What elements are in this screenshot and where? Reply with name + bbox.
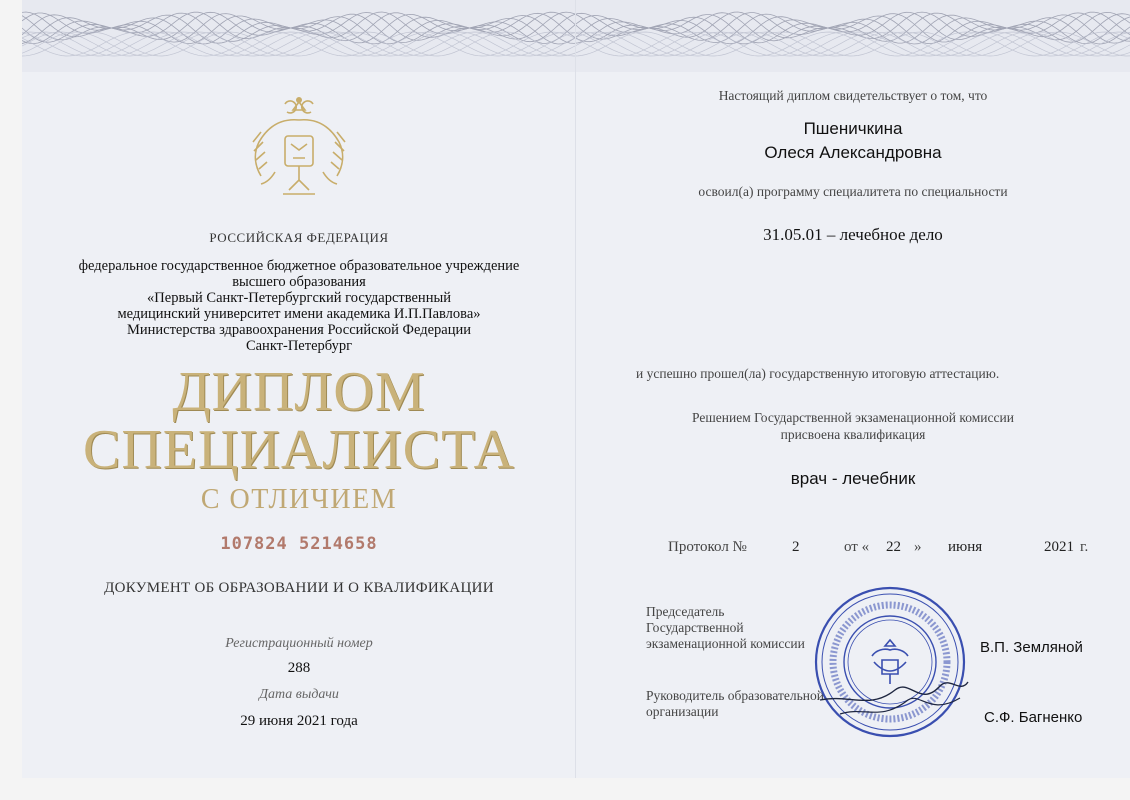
head-name: С.Ф. Багненко (984, 709, 1083, 726)
institution-name (42, 258, 556, 354)
protocol-year-suffix: г. (1080, 539, 1089, 555)
chair-title-line: экзаменационной комиссии (646, 636, 805, 651)
chair-title-line: Председатель (646, 604, 725, 619)
institution-line: «Первый Санкт-Петербургский государственный (147, 290, 451, 306)
document-type: ДОКУМЕНТ ОБ ОБРАЗОВАНИИ И О КВАЛИФИКАЦИИ (104, 580, 494, 596)
institution-line: Министерства здравоохранения Российской Федерации (126, 322, 472, 338)
issue-date-label: Дата выдачи (259, 687, 339, 702)
chair-title-line: Государственной (646, 620, 744, 635)
left-page (22, 0, 576, 778)
certifies-text: Настоящий диплом свидетельствует о том, что (718, 88, 988, 103)
decision-text: Решением Государственной экзаменационной комиссии (692, 410, 1014, 425)
diploma-title: ДИПЛОМ (172, 361, 426, 423)
institution-line: медицинский университет имени академика И.П.Павлова» (117, 306, 481, 322)
head-title-line: Руководитель образовательной (646, 688, 824, 703)
registration-label: Регистрационный номер (225, 636, 373, 651)
institution-line: федеральное государственное бюджетное образовательное учреждение (78, 258, 520, 274)
protocol-day: 22 (886, 539, 901, 555)
honours-label: С ОТЛИЧИЕМ (200, 484, 398, 515)
protocol-number: 2 (792, 539, 800, 555)
specialty: 31.05.01 – лечебное дело (763, 225, 943, 244)
chair-name: В.П. Земляной (980, 639, 1083, 656)
institution-line: высшего образования (232, 274, 366, 290)
issue-date: 29 июня 2021 года (240, 713, 358, 729)
official-seal-stamp (810, 582, 970, 742)
decision-text-2: присвоена квалификация (780, 427, 926, 442)
country-name: РОССИЙСКАЯ ФЕДЕРАЦИЯ (209, 230, 389, 245)
protocol-close-quote: » (914, 539, 922, 555)
protocol-month: июня (948, 539, 983, 555)
diploma-subtitle: СПЕЦИАЛИСТА (83, 419, 515, 481)
protocol-year: 2021 (1044, 539, 1074, 555)
graduate-surname: Пшеничкина (803, 119, 903, 138)
attestation-text: и успешно прошел(ла) государственную итоговую аттестацию. (636, 366, 1000, 381)
serial-number: 107824 5214658 (220, 534, 378, 554)
graduate-given-names: Олеся Александровна (764, 143, 942, 162)
coat-of-arms-emblem (239, 92, 359, 204)
protocol-from-label: от « (844, 539, 870, 555)
institution-line: Санкт-Петербург (245, 338, 353, 354)
registration-number: 288 (287, 660, 311, 676)
right-page (576, 0, 1130, 778)
qualification: врач - лечебник (790, 469, 916, 488)
program-text: освоил(а) программу специалитета по специальности (698, 184, 1008, 199)
protocol-label: Протокол № (668, 539, 747, 555)
head-title-line: организации (646, 704, 719, 719)
diploma-spread (22, 0, 1130, 778)
